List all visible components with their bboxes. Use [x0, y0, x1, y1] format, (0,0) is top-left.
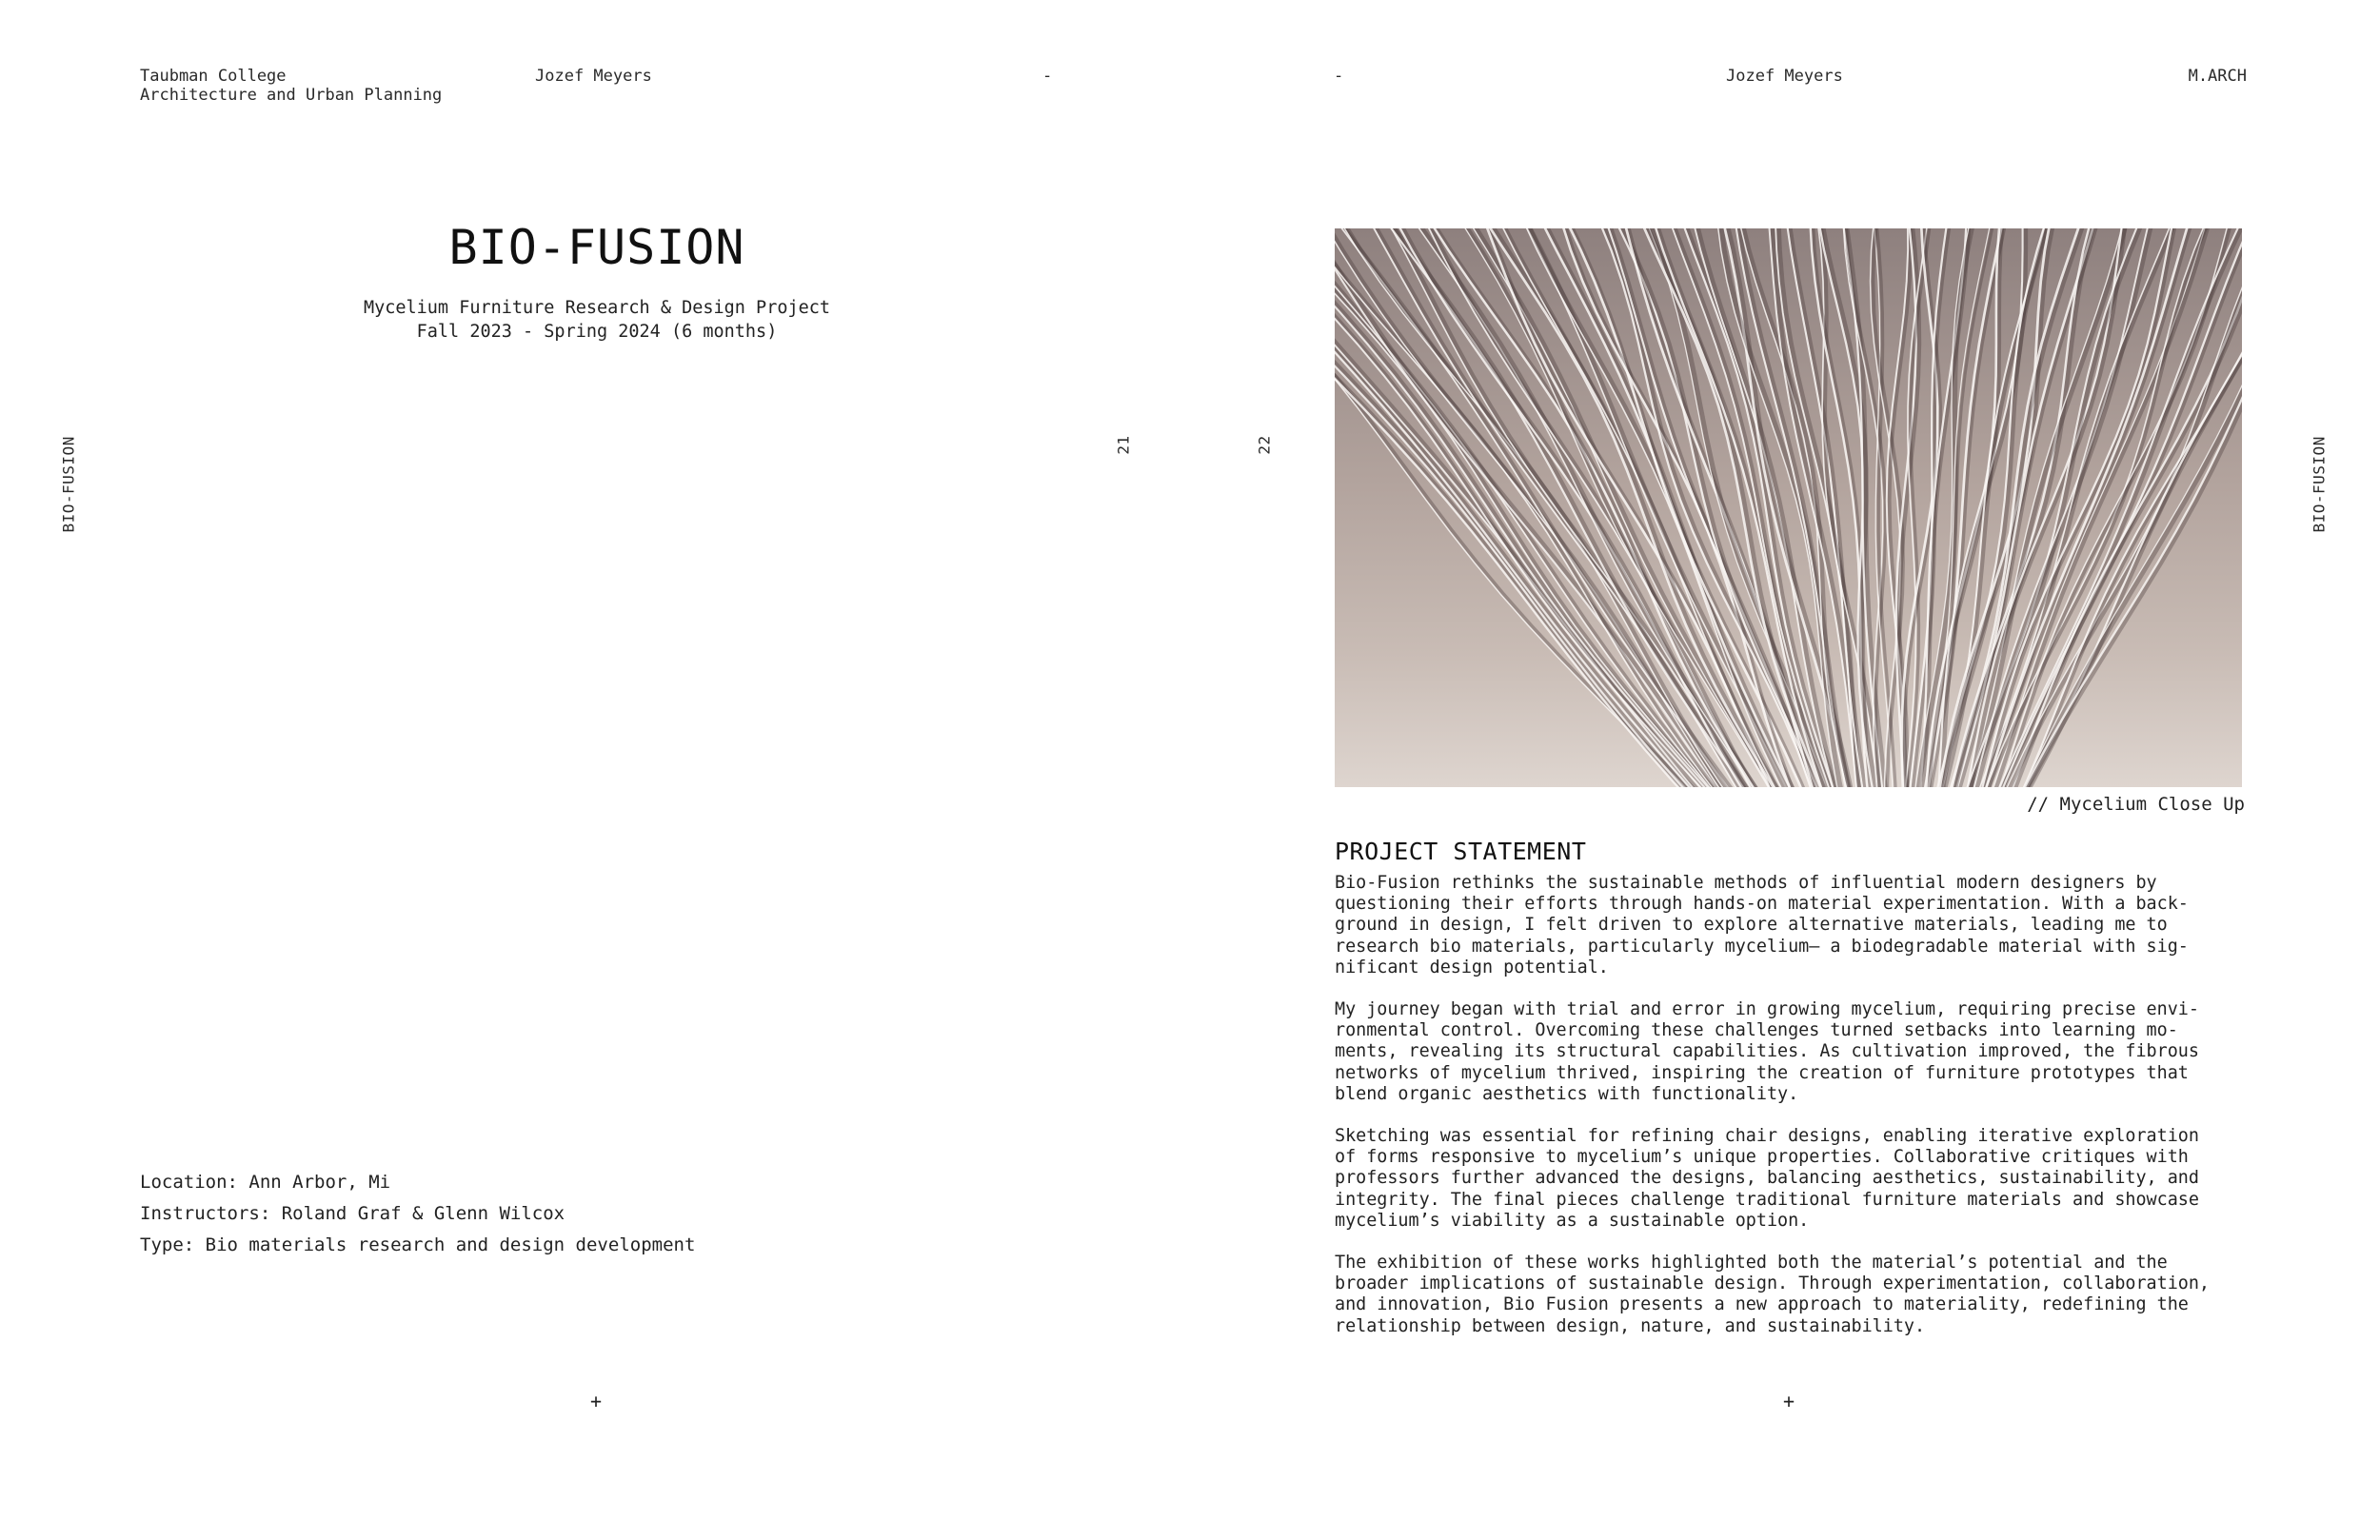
gill-ridge [1929, 228, 2230, 787]
statement-paragraph-4: The exhibition of these works highlighted both the material’s potential and the broader implications of sustainable design. Through experimentation, collaboration, and innovation, Bio Fusion presents a new approach to materiality, redefining the relationship between design, nature, and sustainability. [1335, 1253, 2210, 1336]
statement-paragraph-1: Bio-Fusion rethinks the sustainable methods of influential modern designers by questioning their efforts through hands-on material experimentation. With a back- ground in design, I felt driven to explore alternative materials, leading me to research bio materials, particularly mycelium— a biodegradable material with sig- nificant design potential. [1335, 873, 2189, 977]
mycelium-photo [1335, 228, 2242, 787]
page-title: BIO-FUSION [448, 220, 745, 275]
school-name [140, 67, 442, 105]
statement-paragraph-2: My journey began with trial and error in growing mycelium, requiring precise envi- ronmental control. Overcoming these challenges turned setbacks into learning mo- ments, revealing its structural capabilities. As cultivation improved, the fibrous networks of mycelium thrived, inspiring the creation of furniture prototypes that blend organic aesthetics with functionality. [1335, 999, 2199, 1104]
project-meta [140, 1167, 695, 1261]
plus-mark-right: + [1783, 1390, 1795, 1412]
meta-type: Type: Bio materials research and design development [140, 1234, 696, 1255]
subtitle-line-1: Mycelium Furniture Research & Design Project [363, 298, 831, 318]
header-dash-right: - [1334, 67, 1344, 86]
header-degree: M.ARCH [2188, 67, 2247, 86]
statement-paragraph-3: Sketching was essential for refining chair designs, enabling iterative exploration of forms responsive to mycelium’s unique properties. Collaborative critiques with professors further advanced the designs, balancing aesthetics, sustainability, and integrity. The final pieces challenge traditional furniture materials and showcase mycelium’s viability as a sustainable option. [1335, 1126, 2199, 1231]
page-number-right: 22 [1255, 435, 1274, 455]
subtitle-line-2: Fall 2023 - Spring 2024 (6 months) [416, 322, 778, 342]
side-label-right: BIO-FUSION [2310, 436, 2329, 533]
statement-title: PROJECT STATEMENT [1335, 838, 1587, 865]
header-author-right: Jozef Meyers [1726, 67, 1843, 86]
school-line-2: Architecture and Urban Planning [140, 86, 443, 105]
header-author-left: Jozef Meyers [535, 67, 652, 86]
meta-instructors: Instructors: Roland Graf & Glenn Wilcox [140, 1203, 565, 1224]
meta-location: Location: Ann Arbor, Mi [140, 1172, 391, 1193]
side-label-left: BIO-FUSION [59, 436, 78, 533]
mycelium-gills-illustration [1335, 228, 2242, 787]
plus-mark-left: + [590, 1390, 603, 1412]
project-subtitle [264, 296, 930, 344]
school-line-1: Taubman College [140, 67, 287, 86]
header-dash-left: - [1042, 67, 1053, 86]
page-number-left: 21 [1114, 435, 1133, 455]
photo-caption: // Mycelium Close Up [2027, 794, 2245, 815]
statement-body [1335, 873, 2249, 1337]
